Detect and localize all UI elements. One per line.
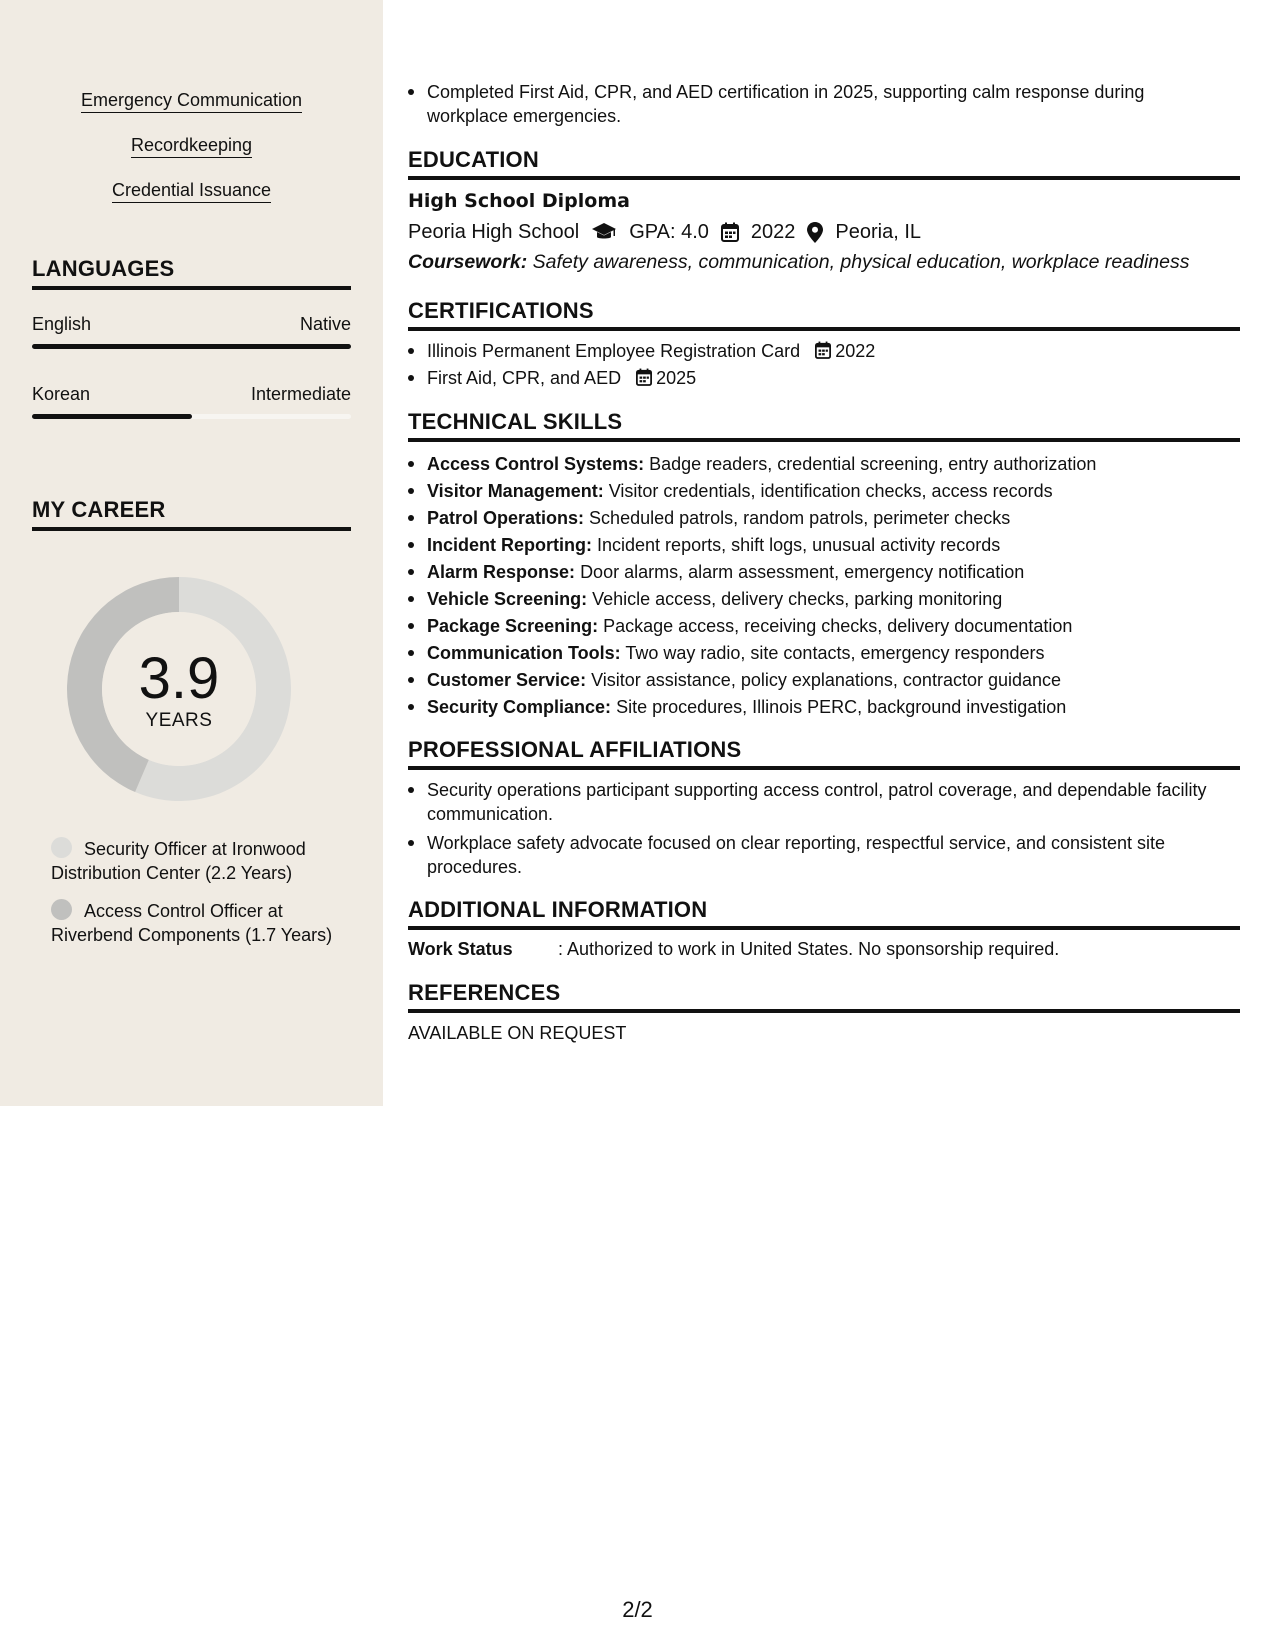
references-heading: REFERENCES: [408, 980, 1240, 1013]
skill-row: Customer Service: Visitor assistance, policy explanations, contractor guidance: [408, 668, 1208, 692]
calendar-icon: [636, 368, 652, 392]
calendar-icon: [721, 222, 739, 242]
language-level: Native: [299, 314, 351, 334]
skill-row: Access Control Systems: Badge readers, credential screening, entry authorization: [408, 452, 1208, 476]
education-details: [408, 220, 1240, 244]
language-row: [32, 384, 351, 405]
skill-row: Visitor Management: Visitor credentials, identification checks, access records: [408, 479, 1208, 503]
languages-heading: LANGUAGES: [32, 256, 351, 290]
skill-row: Incident Reporting: Incident reports, shift logs, unusual activity records: [408, 533, 1208, 557]
graduation-cap-icon: [591, 222, 617, 242]
language-bar: [32, 414, 351, 419]
career-item: Security Officer at Ironwood Distribution Center (2.2 Years): [51, 839, 306, 883]
skill-item: Recordkeeping: [0, 134, 383, 156]
language-row: [32, 314, 351, 335]
skill-item: Credential Issuance: [0, 179, 383, 201]
career-item: Access Control Officer at Riverbend Components (1.7 Years): [51, 901, 333, 945]
school-name: Peoria High School: [408, 221, 580, 243]
skill-item: Emergency Communication: [0, 89, 383, 111]
page-number: 2/2: [622, 1597, 653, 1622]
affiliations-heading: PROFESSIONAL AFFILIATIONS: [408, 737, 1240, 770]
language-name: English: [32, 314, 92, 334]
affiliation-item: Security operations participant supporting access control, patrol coverage, and dependable facility communication.: [408, 778, 1208, 826]
gpa: GPA: 4.0: [629, 221, 709, 243]
career-heading: MY CAREER: [32, 497, 351, 531]
coursework: Coursework: Safety awareness, communication, physical education, workplace readiness: [408, 251, 1190, 273]
skill-row: Alarm Response: Door alarms, alarm assessment, emergency notification: [408, 560, 1208, 584]
language-level: Intermediate: [250, 384, 351, 404]
language-name: Korean: [32, 384, 91, 404]
certification-item: Illinois Permanent Employee Registration Card 2022: [408, 339, 1208, 365]
language-bar: [32, 344, 351, 349]
skill-row: Vehicle Screening: Vehicle access, delivery checks, parking monitoring: [408, 587, 1208, 611]
education-heading: EDUCATION: [408, 147, 1240, 180]
legend-dot: [51, 899, 72, 920]
references-text: AVAILABLE ON REQUEST: [408, 1023, 627, 1043]
degree-title: High School Diploma: [408, 190, 630, 212]
skill-row: Package Screening: Package access, receiving checks, delivery documentation: [408, 614, 1208, 638]
legend-dot: [51, 837, 72, 858]
skill-row: Communication Tools: Two way radio, site contacts, emergency responders: [408, 641, 1208, 665]
affiliation-item: Workplace safety advocate focused on clear reporting, respectful service, and consistent site procedures.: [408, 831, 1208, 879]
sidebar: [0, 0, 383, 1106]
graduation-year: 2022: [750, 221, 796, 243]
certifications-heading: CERTIFICATIONS: [408, 298, 1240, 331]
work-status: Work Status : Authorized to work in United States. No sponsorship required.: [408, 939, 1060, 959]
experience-bullet: Completed First Aid, CPR, and AED certification in 2025, supporting calm response during workplace emergencies.: [408, 80, 1208, 128]
calendar-icon: [815, 341, 831, 365]
certification-item: First Aid, CPR, and AED 2025: [408, 366, 1208, 392]
skill-row: Security Compliance: Site procedures, Illinois PERC, background investigation: [408, 695, 1208, 719]
technical-skills-heading: TECHNICAL SKILLS: [408, 409, 1240, 442]
career-total: 3.9: [138, 646, 220, 711]
additional-info-heading: ADDITIONAL INFORMATION: [408, 897, 1240, 930]
skill-row: Patrol Operations: Scheduled patrols, random patrols, perimeter checks: [408, 506, 1208, 530]
location-pin-icon: [807, 222, 823, 243]
career-unit: YEARS: [145, 710, 213, 731]
school-location: Peoria, IL: [835, 221, 921, 243]
